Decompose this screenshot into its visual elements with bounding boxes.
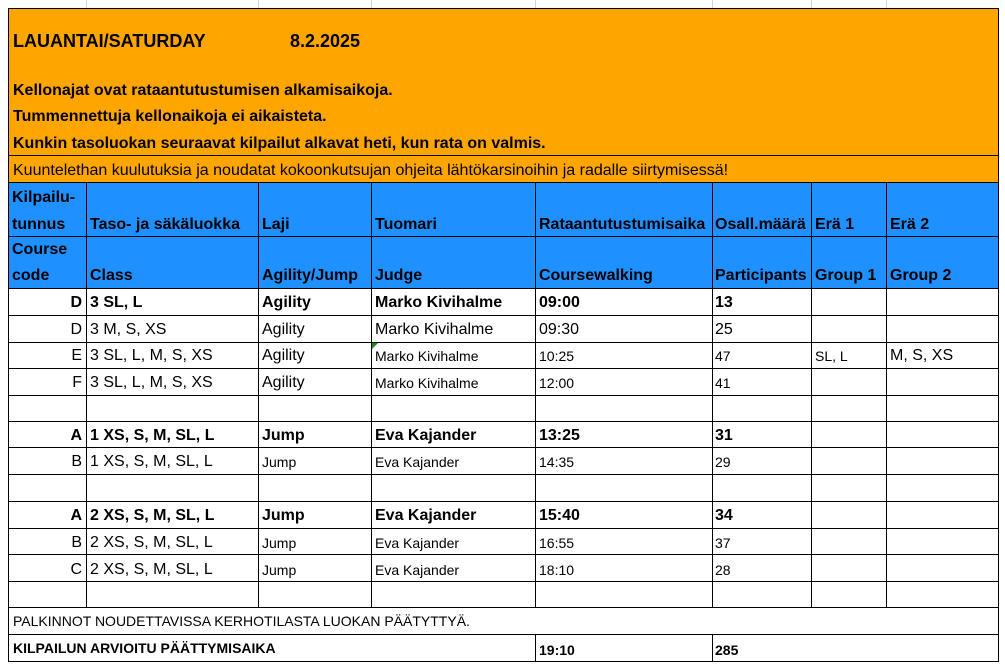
row-5-code[interactable]: A [70, 427, 82, 444]
day-heading: LAUANTAI/SATURDAY [13, 31, 206, 51]
row-9-type[interactable]: Jump [262, 562, 297, 578]
header-en-code-line2: code [12, 267, 50, 284]
row-5-count[interactable]: 31 [715, 427, 733, 444]
row-2-count[interactable]: 25 [715, 321, 733, 338]
header-en-walk: Coursewalking [539, 267, 653, 284]
header-en-group1: Group 1 [815, 267, 877, 284]
row-8-code[interactable]: B [71, 534, 82, 551]
row-9-code[interactable]: C [70, 561, 82, 578]
row-7-type[interactable]: Jump [262, 507, 305, 524]
row-3-group1[interactable]: SL, L [815, 348, 848, 364]
row-1-class[interactable]: 3 SL, L [90, 294, 143, 311]
row-3-code[interactable]: E [71, 347, 82, 364]
row-6-type[interactable]: Jump [262, 454, 297, 470]
row-5-judge[interactable]: Eva Kajander [375, 427, 477, 444]
prizes-note: PALKINNOT NOUDETTAVISSA KERHOTILASTA LUOKAN PÄÄTYTTYÄ. [13, 613, 470, 629]
row-1-count[interactable]: 13 [715, 294, 733, 311]
note-line-3: Kunkin tasoluokan seuraavat kilpailut alkavat heti, kun rata on valmis. [13, 135, 546, 152]
header-group2: Erä 2 [890, 216, 930, 233]
row-4-count[interactable]: 41 [715, 375, 731, 391]
row-4-class[interactable]: 3 SL, L, M, S, XS [90, 374, 213, 391]
header-count: Osall.määrä [715, 216, 806, 233]
note-line-1: Kellonajat ovat rataantutustumisen alkamisaikoja. [13, 82, 393, 99]
row-6-judge[interactable]: Eva Kajander [375, 454, 460, 470]
row-9-time[interactable]: 18:10 [539, 562, 575, 578]
header-en-count: Participants [715, 267, 807, 284]
row-8-type[interactable]: Jump [262, 535, 297, 551]
header-en-class: Class [90, 267, 133, 284]
row-9-judge[interactable]: Eva Kajander [375, 562, 460, 578]
note-line-2: Tummennettuja kellonaikoja ei aikaisteta. [13, 108, 327, 125]
row-3-judge[interactable]: Marko Kivihalme [375, 348, 479, 364]
row-1-time[interactable]: 09:00 [539, 294, 580, 311]
row-3-class[interactable]: 3 SL, L, M, S, XS [90, 347, 213, 364]
header-type: Laji [262, 216, 290, 233]
total-participants[interactable]: 285 [715, 642, 739, 658]
row-4-time[interactable]: 12:00 [539, 375, 575, 391]
row-7-count[interactable]: 34 [715, 507, 733, 524]
header-code-line1: Kilpailu- [12, 189, 76, 206]
row-7-time[interactable]: 15:40 [539, 507, 580, 524]
row-8-time[interactable]: 16:55 [539, 535, 575, 551]
header-judge: Tuomari [375, 216, 437, 233]
row-2-class[interactable]: 3 M, S, XS [90, 321, 167, 338]
row-6-count[interactable]: 29 [715, 454, 731, 470]
row-5-time[interactable]: 13:25 [539, 427, 580, 444]
row-4-type[interactable]: Agility [262, 374, 305, 391]
header-en-group2: Group 2 [890, 267, 952, 284]
row-7-judge[interactable]: Eva Kajander [375, 507, 477, 524]
row-1-judge[interactable]: Marko Kivihalme [375, 294, 503, 311]
row-2-type[interactable]: Agility [262, 321, 305, 338]
row-8-class[interactable]: 2 XS, S, M, SL, L [90, 534, 213, 551]
row-5-type[interactable]: Jump [262, 427, 305, 444]
row-4-code[interactable]: F [72, 374, 82, 391]
header-walk: Rataantutustumisaika [539, 216, 706, 233]
row-8-judge[interactable]: Eva Kajander [375, 535, 460, 551]
row-1-type[interactable]: Agility [262, 294, 311, 311]
row-4-judge[interactable]: Marko Kivihalme [375, 375, 479, 391]
header-en-type: Agility/Jump [262, 267, 359, 284]
end-time-value[interactable]: 19:10 [539, 642, 575, 658]
row-1-code[interactable]: D [70, 294, 82, 311]
header-code-line2: tunnus [12, 216, 66, 233]
row-2-judge[interactable]: Marko Kivihalme [375, 321, 494, 338]
header-group1: Erä 1 [815, 216, 855, 233]
row-6-time[interactable]: 14:35 [539, 454, 575, 470]
announcement-text: Kuuntelethan kuulutuksia ja noudatat kokoonkutsujan ohjeita lähtökarsinoihin ja radalle siirtymisessä! [13, 162, 729, 179]
row-3-group2[interactable]: M, S, XS [890, 347, 954, 364]
header-en-judge: Judge [375, 267, 423, 284]
row-6-class[interactable]: 1 XS, S, M, SL, L [90, 453, 213, 470]
header-class: Taso- ja säkäluokka [90, 216, 240, 233]
date-heading: 8.2.2025 [290, 31, 361, 51]
row-8-count[interactable]: 37 [715, 535, 731, 551]
end-time-label: KILPAILUN ARVIOITU PÄÄTTYMISAIKA [13, 640, 276, 656]
row-3-count[interactable]: 47 [715, 348, 731, 364]
row-7-class[interactable]: 2 XS, S, M, SL, L [90, 507, 215, 524]
row-2-code[interactable]: D [70, 321, 82, 338]
row-3-type[interactable]: Agility [262, 347, 305, 364]
row-3-time[interactable]: 10:25 [539, 348, 575, 364]
row-7-code[interactable]: A [70, 507, 82, 524]
header-en-code-line1: Course [12, 241, 68, 258]
row-5-class[interactable]: 1 XS, S, M, SL, L [90, 427, 215, 444]
row-9-count[interactable]: 28 [715, 562, 731, 578]
row-6-code[interactable]: B [71, 453, 82, 470]
row-9-class[interactable]: 2 XS, S, M, SL, L [90, 561, 213, 578]
row-2-time[interactable]: 09:30 [539, 321, 580, 338]
